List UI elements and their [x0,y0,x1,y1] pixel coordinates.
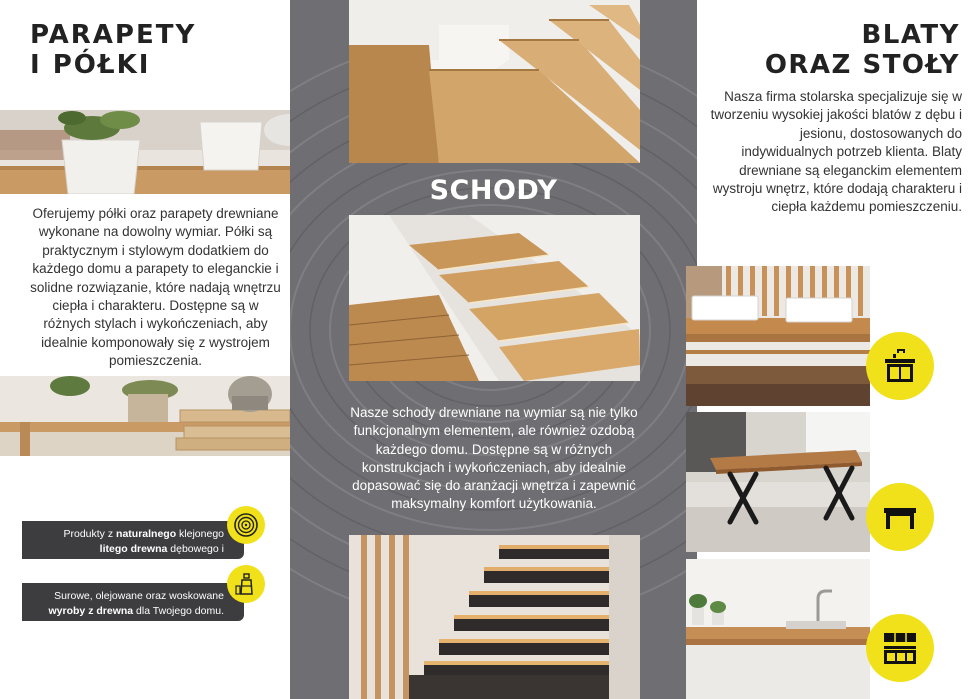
table-illustration [686,412,870,552]
pill1-middle: klejonego [176,528,224,540]
stairs-description: Nasze schody drewniane na wymiar są nie tylko funkcjonalnym elementem, ale również ozdobą każdego domu. Dostępne są w różnych konstrukcjach i wykończeniach, aby idealnie dopasować się do aranżacji wnętrza i zapewnić maksymalny komfort użytkowania. [350,405,638,512]
pill2-suffix: dla Twojego domu. [133,605,224,617]
right-description: Nasza firma stolarska specjalizuje się w tworzeniu wysokiej jakości blatów z dębu i jesionu, dostosowanych do indywidualnych potrzeb klienta. Blaty drewniane są eleganckim elementem wystroju wnętrz, które dodają charakteru i ciepła każdemu pomieszczeniu. [710,89,962,215]
stairs-photo-middle [349,215,640,381]
dining-table-photo [686,412,870,552]
stairs-title: SCHODY [429,175,558,206]
bathroom-illustration [686,266,870,406]
shelf-plants-illustration [0,110,316,194]
pill1-bold1: naturalnego [116,528,177,540]
shelf-books-photo [0,376,316,456]
oil-bottle-icon [227,565,265,603]
pill2-line1: Surowe, olejowane oraz woskowane [54,590,224,602]
bathroom-countertop-photo [686,266,870,406]
pill2-bold: wyroby z drewna [48,605,134,617]
stairs-photo-top [349,0,640,163]
shelf-books-illustration [0,376,316,456]
right-title: BLATY ORAZ STOŁY [764,20,960,80]
stairs-bottom-illustration [349,535,640,699]
natural-wood-info-pill [22,521,244,570]
pill1-prefix: Produkty z [63,528,117,540]
sink-cabinet-icon [866,332,934,400]
stairs-photo-bottom [349,535,640,699]
wood-rings-icon [227,506,265,544]
stairs-middle-illustration [349,215,640,381]
left-description: Oferujemy półki oraz parapety drewniane wykonane na dowolny wymiar. Półki są praktycznym i stylowym dodatkiem do każdego domu a parapety to eleganckie i solidne rozwiązanie, które nadają wnętrzu ciepła i charakteru. Dostępne są w różnych stylach i wykończeniach, aby idealnie komponowały się z wystrojem pomieszczenia. [30,206,281,369]
wood-products-info-pill [22,583,244,621]
kitchen-cabinets-icon [866,614,934,682]
left-title: PARAPETY I PÓŁKI [30,20,197,80]
shelf-plants-photo [0,110,316,194]
table-icon [866,483,934,551]
kitchen-countertop-photo [686,559,870,699]
pill1-bold2: litego drewna [99,543,168,555]
kitchen-illustration [686,559,870,699]
stairs-top-illustration [349,0,640,163]
pill1-suffix: dębowego i jesionowego. [162,543,224,570]
